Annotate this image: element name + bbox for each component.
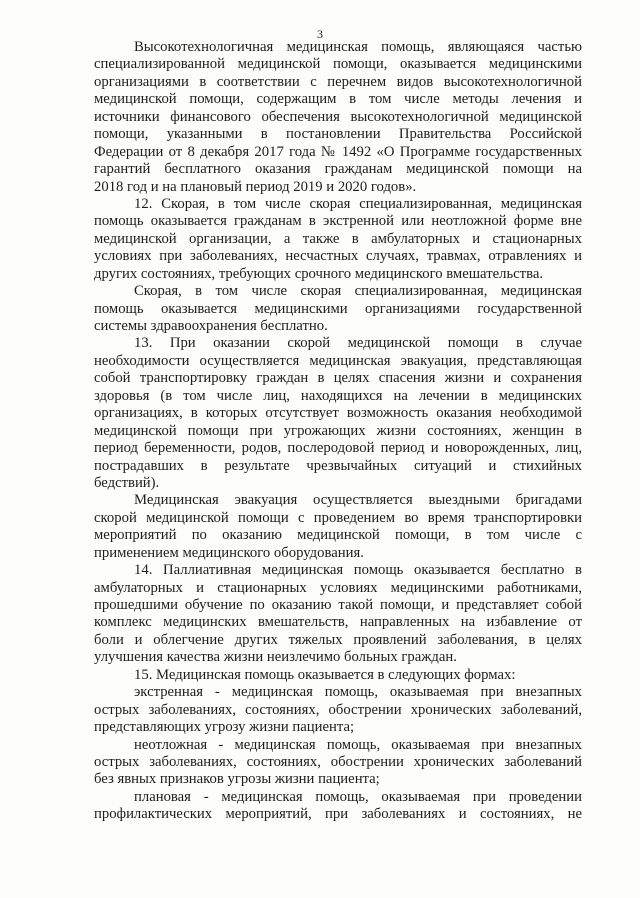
- text-line: прошедшими обучение по оказанию такой помощи, и представляет собой: [94, 597, 582, 613]
- text-line: 2018 год и на плановый период 2019 и 2020 годов».: [94, 178, 417, 195]
- text-line: период беременности, родов, послеродовой период и новорожденных, лиц,: [94, 440, 582, 457]
- paragraph: [94, 196, 582, 283]
- text-line: условиях при заболеваниях, несчастных случаях, травмах, отравлениях и: [94, 248, 582, 265]
- text-line: необходимости осуществляется медицинская эвакуация, представляющая: [94, 352, 582, 369]
- paragraph: [94, 283, 582, 335]
- text-line: 15. Медицинская помощь оказывается в следующих формах:: [134, 666, 516, 683]
- text-line: бедствий).: [94, 474, 160, 491]
- text-line: других состояниях, требующих срочного медицинского вмешательства.: [94, 265, 544, 282]
- paragraph: [94, 562, 582, 667]
- text-line: Федерации от 8 декабря 2017 года № 1492 «О Программе государственных: [94, 143, 582, 160]
- text-line: помощь оказывается медицинскими организациями государственной: [94, 300, 582, 317]
- text-line: представляющих угрозу жизни пациента;: [94, 719, 355, 736]
- text-line: пострадавших в результате чрезвычайных ситуаций и стихийных: [94, 457, 582, 474]
- text-line: скорой медицинской помощи с проведением во время транспортировки: [94, 509, 582, 526]
- text-line: организациями в соответствии с перечнем видов высокотехнологичной: [94, 73, 582, 90]
- paragraph: [94, 737, 582, 789]
- text-line: Скорая, в том числе скорая специализированная, медицинская: [134, 283, 582, 300]
- text-line: помощь оказывается гражданам в экстренной или неотложной форме вне: [94, 213, 582, 230]
- text-line: мероприятий по оказанию медицинской помощи, в том числе с: [94, 527, 582, 544]
- text-line: улучшения качества жизни неизлечимо больных граждан.: [94, 649, 457, 666]
- text-line: гарантий бесплатного оказания гражданам медицинской помощи на: [94, 161, 582, 178]
- paragraph: [94, 789, 582, 824]
- paragraph: [94, 39, 582, 196]
- text-line: собой транспортировку граждан в целях спасения жизни и сохранения: [94, 370, 582, 387]
- text-line: острых заболеваниях, состояниях, обострении хронических заболеваний,: [94, 701, 582, 718]
- text-line: источники финансового обеспечения высокотехнологичной медицинской: [94, 108, 582, 125]
- text-line: Высокотехнологичная медицинская помощь, являющаяся частью: [134, 39, 582, 55]
- text-line: боли и облегчение других тяжелых проявлений заболевания, в целях: [94, 631, 582, 648]
- text-line: профилактических мероприятий, при заболеваниях и состояниях, не: [94, 806, 582, 823]
- text-line: без явных признаков угрозы жизни пациента;: [94, 771, 380, 788]
- text-line: 13. При оказании скорой медицинской помощи в случае: [134, 335, 582, 352]
- paragraph: [94, 335, 582, 492]
- text-line: системы здравоохранения бесплатно.: [94, 318, 328, 334]
- document-body: [94, 39, 582, 824]
- text-line: медицинской помощи при угрожающих жизни состояниях, женщин в: [94, 422, 582, 439]
- text-line: помощи, указанными в постановлении Правительства Российской: [94, 126, 582, 143]
- text-line: комплекс медицинских вмешательств, направленных на избавление от: [94, 614, 582, 631]
- text-line: острых заболеваниях, состояниях, обострении хронических заболеваний: [94, 753, 582, 770]
- text-line: 14. Паллиативная медицинская помощь оказывается бесплатно в: [134, 562, 582, 579]
- text-line: экстренная - медицинская помощь, оказываемая при внезапных: [134, 684, 582, 701]
- paragraph: [94, 667, 582, 684]
- text-line: специализированной медицинской помощи, оказывается медицинскими: [94, 56, 582, 73]
- text-line: медицинской помощи, содержащим в том числе методы лечения и: [94, 91, 582, 108]
- text-line: Медицинская эвакуация осуществляется выездными бригадами: [134, 492, 582, 509]
- paragraph: [94, 684, 582, 736]
- text-line: организациях, в которых отсутствует возможность оказания необходимой: [94, 405, 582, 422]
- text-line: применением медицинского оборудования.: [94, 544, 364, 561]
- text-line: амбулаторных и стационарных условиях медицинскими работниками,: [94, 579, 582, 596]
- text-line: здоровья (в том числе лиц, находящихся на лечении в медицинских: [94, 387, 582, 404]
- text-line: неотложная - медицинская помощь, оказываемая при внезапных: [134, 736, 582, 753]
- text-line: плановая - медицинская помощь, оказываемая при проведении: [134, 788, 582, 805]
- text-line: 12. Скорая, в том числе скорая специализированная, медицинская: [134, 195, 582, 212]
- text-line: медицинской организации, а также в амбулаторных и стационарных: [94, 230, 582, 247]
- paragraph: [94, 492, 582, 562]
- page-number: 3: [317, 27, 323, 41]
